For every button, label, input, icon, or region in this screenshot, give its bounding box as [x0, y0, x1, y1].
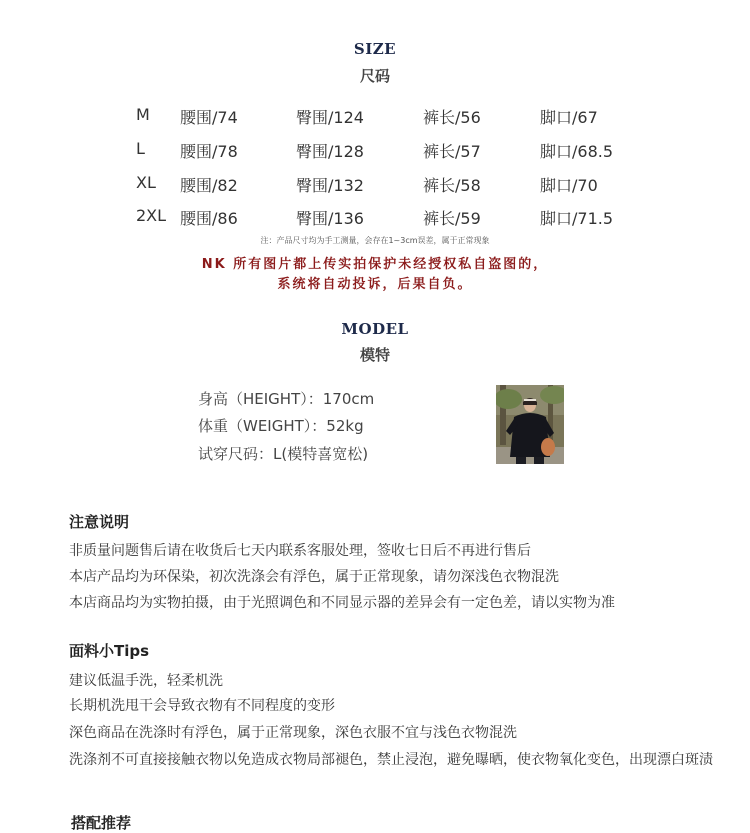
tips-title: 面料小Tips	[69, 642, 150, 660]
size-row	[0, 206, 750, 230]
model-fit: 试穿尺码：L(模特喜宽松)	[198, 445, 369, 463]
waist-value: 腰围/86	[180, 209, 238, 228]
size-label: XL	[136, 173, 156, 192]
model-title-cn: 模特	[359, 346, 390, 364]
tips-line: 洗涤剂不可直接接触衣物以免造成衣物局部褪色，禁止浸泡，避免曝晒，使衣物氧化变色，出现漂白斑渍	[69, 752, 713, 768]
size-title-cn: 尺码	[359, 67, 390, 85]
hip-value: 臀围/136	[296, 209, 364, 228]
hem-value: 脚口/71.5	[540, 209, 614, 228]
notice-line: 本店商品均为实物拍摄，由于光照调色和不同显示器的差异会有一定色差，请以实物为准	[69, 595, 615, 611]
hem-value: 脚口/67	[540, 108, 598, 127]
model-height: 身高（HEIGHT）：170cm	[198, 390, 375, 408]
hip-value: 臀围/124	[296, 108, 364, 127]
model-photo	[496, 385, 564, 464]
copyright-warning-line1: NK 所有图片都上传实拍保护未经授权私自盗图的，	[201, 257, 549, 272]
tips-line: 深色商品在洗涤时有浮色，属于正常现象，深色衣服不宜与浅色衣物混洗	[69, 725, 517, 741]
recommend-title: 搭配推荐	[71, 814, 132, 832]
size-label: 2XL	[136, 206, 167, 225]
model-weight: 体重（WEIGHT）：52kg	[198, 417, 364, 435]
size-label: M	[136, 105, 150, 124]
size-label: L	[136, 139, 145, 158]
hem-value: 脚口/70	[540, 176, 598, 195]
copyright-warning-line2: 系统将自动投诉，后果自负。	[277, 277, 473, 292]
notice-title: 注意说明	[69, 513, 130, 531]
size-row	[0, 139, 750, 163]
hem-value: 脚口/68.5	[540, 142, 614, 161]
waist-value: 腰围/74	[180, 108, 238, 127]
size-row	[0, 173, 750, 197]
waist-value: 腰围/78	[180, 142, 238, 161]
size-row	[0, 105, 750, 129]
length-value: 裤长/56	[423, 108, 481, 127]
notice-line: 本店产品均为环保染，初次洗涤会有浮色，属于正常现象，请勿深浅色衣物混洗	[69, 569, 559, 585]
length-value: 裤长/59	[423, 209, 481, 228]
notice-line: 非质量问题售后请在收货后七天内联系客服处理，签收七日后不再进行售后	[69, 543, 531, 559]
measurement-note: 注：产品尺寸均为手工测量，会存在1~3cm误差，属于正常现象	[260, 236, 490, 245]
tips-line: 长期机洗甩干会导致衣物有不同程度的变形	[69, 698, 335, 714]
size-title-en: SIZE	[353, 40, 397, 58]
length-value: 裤长/57	[423, 142, 481, 161]
tips-line: 建议低温手洗，轻柔机洗	[69, 673, 223, 689]
waist-value: 腰围/82	[180, 176, 238, 195]
hip-value: 臀围/132	[296, 176, 364, 195]
hip-value: 臀围/128	[296, 142, 364, 161]
length-value: 裤长/58	[423, 176, 481, 195]
model-title-en: MODEL	[341, 320, 409, 338]
